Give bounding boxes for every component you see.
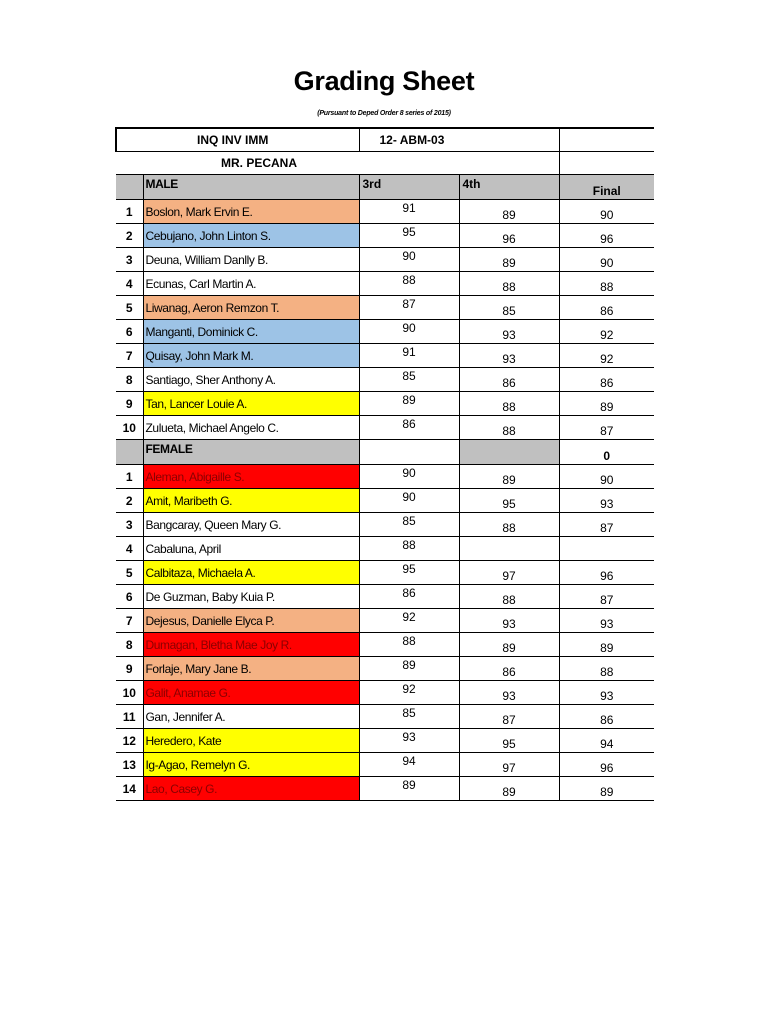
- student-name-cell[interactable]: Ig-Agao, Remelyn G.: [143, 753, 359, 777]
- row-number-cell[interactable]: 4: [116, 272, 143, 296]
- section-cell[interactable]: 12- ABM-03: [359, 128, 559, 152]
- row-number-cell[interactable]: 6: [116, 585, 143, 609]
- final-grade-cell[interactable]: 90: [559, 465, 654, 489]
- table-row: [116, 224, 654, 248]
- table-row: [116, 416, 654, 440]
- q3-grade-cell[interactable]: 90: [359, 489, 459, 513]
- table-row: [116, 705, 654, 729]
- row-number-cell[interactable]: 2: [116, 224, 143, 248]
- blank-teacher-cell[interactable]: [559, 152, 654, 175]
- final-grade-cell[interactable]: 90: [559, 200, 654, 224]
- table-row: [116, 513, 654, 537]
- q4-grade-cell[interactable]: 88: [459, 272, 559, 296]
- final-grade-cell[interactable]: 87: [559, 513, 654, 537]
- student-name-cell[interactable]: Dumagan, Bletha Mae Joy R.: [143, 633, 359, 657]
- row-number-cell[interactable]: 5: [116, 296, 143, 320]
- q3-grade-cell[interactable]: 95: [359, 561, 459, 585]
- table-row: [116, 609, 654, 633]
- page-title: Grading Sheet: [293, 66, 475, 96]
- table-row: [116, 272, 654, 296]
- q4-grade-cell[interactable]: 93: [459, 320, 559, 344]
- q4-grade-cell[interactable]: 89: [459, 248, 559, 272]
- final-grade-cell[interactable]: 94: [559, 729, 654, 753]
- q4-grade-cell[interactable]: 93: [459, 344, 559, 368]
- grading-table: [115, 127, 654, 801]
- q4-grade-cell[interactable]: 89: [459, 633, 559, 657]
- row-number-cell[interactable]: 10: [116, 681, 143, 705]
- final-grade-cell[interactable]: 89: [559, 633, 654, 657]
- female-header-num-cell[interactable]: [116, 440, 143, 465]
- final-grade-cell[interactable]: 96: [559, 753, 654, 777]
- q4-header[interactable]: 4th: [459, 175, 559, 200]
- q4-grade-cell[interactable]: 89: [459, 777, 559, 801]
- q3-grade-cell[interactable]: 93: [359, 729, 459, 753]
- student-name-cell[interactable]: Aleman, Abigaille S.: [143, 465, 359, 489]
- student-name-cell[interactable]: De Guzman, Baby Kuia P.: [143, 585, 359, 609]
- q3-grade-cell[interactable]: 88: [359, 272, 459, 296]
- page-subtitle: (Pursuant to Deped Order 8 series of 2015): [317, 110, 451, 117]
- q4-grade-cell[interactable]: 87: [459, 705, 559, 729]
- student-name-cell[interactable]: Manganti, Dominick C.: [143, 320, 359, 344]
- q3-grade-cell[interactable]: 85: [359, 368, 459, 392]
- final-grade-cell[interactable]: 87: [559, 416, 654, 440]
- q3-grade-cell[interactable]: 85: [359, 513, 459, 537]
- student-name-cell[interactable]: Calbitaza, Michaela A.: [143, 561, 359, 585]
- table-row: [116, 344, 654, 368]
- q3-grade-cell[interactable]: 92: [359, 681, 459, 705]
- q3-grade-cell[interactable]: 88: [359, 633, 459, 657]
- final-grade-cell[interactable]: 93: [559, 489, 654, 513]
- student-name-cell[interactable]: Boslon, Mark Ervin E.: [143, 200, 359, 224]
- q3-grade-cell[interactable]: 94: [359, 753, 459, 777]
- student-name-cell[interactable]: Quisay, John Mark M.: [143, 344, 359, 368]
- female-q3-header-cell[interactable]: [359, 440, 459, 465]
- q4-grade-cell[interactable]: [459, 537, 559, 561]
- row-number-cell[interactable]: 3: [116, 513, 143, 537]
- row-number-cell[interactable]: 1: [116, 465, 143, 489]
- final-grade-cell[interactable]: 89: [559, 777, 654, 801]
- row-number-cell[interactable]: 14: [116, 777, 143, 801]
- final-grade-cell[interactable]: 86: [559, 705, 654, 729]
- q4-grade-cell[interactable]: 93: [459, 681, 559, 705]
- table-row: [116, 368, 654, 392]
- q3-grade-cell[interactable]: 86: [359, 585, 459, 609]
- row-number-cell[interactable]: 9: [116, 657, 143, 681]
- q3-grade-cell[interactable]: 90: [359, 465, 459, 489]
- female-final-placeholder[interactable]: 0: [559, 440, 654, 465]
- blank-header-cell[interactable]: [559, 128, 654, 152]
- row-number-cell[interactable]: 9: [116, 392, 143, 416]
- final-grade-cell[interactable]: 88: [559, 272, 654, 296]
- row-number-cell[interactable]: 13: [116, 753, 143, 777]
- q4-grade-cell[interactable]: 93: [459, 609, 559, 633]
- female-header-row: [116, 440, 654, 465]
- q4-grade-cell[interactable]: 89: [459, 200, 559, 224]
- table-row: [116, 465, 654, 489]
- student-name-cell[interactable]: Deuna, William Danlly B.: [143, 248, 359, 272]
- q4-grade-cell[interactable]: 97: [459, 753, 559, 777]
- final-grade-cell[interactable]: 93: [559, 609, 654, 633]
- student-name-cell[interactable]: Heredero, Kate: [143, 729, 359, 753]
- final-grade-cell[interactable]: 96: [559, 561, 654, 585]
- q3-grade-cell[interactable]: 89: [359, 777, 459, 801]
- q3-header[interactable]: 3rd: [359, 175, 459, 200]
- student-name-cell[interactable]: Zulueta, Michael Angelo C.: [143, 416, 359, 440]
- q3-grade-cell[interactable]: 86: [359, 416, 459, 440]
- teacher-cell[interactable]: MR. PECANA: [116, 152, 559, 175]
- table-row: [116, 296, 654, 320]
- student-name-cell[interactable]: Cabaluna, April: [143, 537, 359, 561]
- row-number-cell[interactable]: 11: [116, 705, 143, 729]
- female-q4-header-cell[interactable]: [459, 440, 559, 465]
- male-header-num-cell[interactable]: [116, 175, 143, 200]
- q4-grade-cell[interactable]: 96: [459, 224, 559, 248]
- q4-grade-cell[interactable]: 97: [459, 561, 559, 585]
- student-name-cell[interactable]: Amit, Maribeth G.: [143, 489, 359, 513]
- q4-grade-cell[interactable]: 86: [459, 368, 559, 392]
- row-number-cell[interactable]: 3: [116, 248, 143, 272]
- male-label[interactable]: MALE: [143, 175, 359, 200]
- final-grade-cell[interactable]: 88: [559, 657, 654, 681]
- q4-grade-cell[interactable]: 95: [459, 729, 559, 753]
- table-row: [116, 753, 654, 777]
- q3-grade-cell[interactable]: 87: [359, 296, 459, 320]
- male-header-row: [116, 175, 654, 200]
- student-name-cell[interactable]: Bangcaray, Queen Mary G.: [143, 513, 359, 537]
- female-label[interactable]: FEMALE: [143, 440, 359, 465]
- final-grade-cell[interactable]: 92: [559, 320, 654, 344]
- student-name-cell[interactable]: Cebujano, John Linton S.: [143, 224, 359, 248]
- row-number-cell[interactable]: 10: [116, 416, 143, 440]
- q4-grade-cell[interactable]: 88: [459, 416, 559, 440]
- final-grade-cell[interactable]: 86: [559, 368, 654, 392]
- q3-grade-cell[interactable]: 90: [359, 248, 459, 272]
- q3-grade-cell[interactable]: 89: [359, 392, 459, 416]
- table-row: [116, 681, 654, 705]
- table-row: [116, 392, 654, 416]
- header-row-subject: [116, 128, 654, 152]
- row-number-cell[interactable]: 4: [116, 537, 143, 561]
- row-number-cell[interactable]: 7: [116, 609, 143, 633]
- table-row: [116, 729, 654, 753]
- q3-grade-cell[interactable]: 88: [359, 537, 459, 561]
- q3-grade-cell[interactable]: 95: [359, 224, 459, 248]
- q4-grade-cell[interactable]: 88: [459, 513, 559, 537]
- row-number-cell[interactable]: 2: [116, 489, 143, 513]
- final-grade-cell[interactable]: [559, 537, 654, 561]
- subject-cell[interactable]: INQ INV IMM: [116, 128, 359, 152]
- final-grade-cell[interactable]: 92: [559, 344, 654, 368]
- q4-grade-cell[interactable]: 86: [459, 657, 559, 681]
- student-name-cell[interactable]: Ecunas, Carl Martin A.: [143, 272, 359, 296]
- row-number-cell[interactable]: 1: [116, 200, 143, 224]
- q3-grade-cell[interactable]: 85: [359, 705, 459, 729]
- q4-grade-cell[interactable]: 95: [459, 489, 559, 513]
- q4-grade-cell[interactable]: 85: [459, 296, 559, 320]
- final-grade-cell[interactable]: 86: [559, 296, 654, 320]
- student-name-cell[interactable]: Santiago, Sher Anthony A.: [143, 368, 359, 392]
- table-row: [116, 777, 654, 801]
- student-name-cell[interactable]: Tan, Lancer Louie A.: [143, 392, 359, 416]
- final-grade-cell[interactable]: 96: [559, 224, 654, 248]
- student-name-cell[interactable]: Galit, Anamae G.: [143, 681, 359, 705]
- student-name-cell[interactable]: Forlaje, Mary Jane B.: [143, 657, 359, 681]
- row-number-cell[interactable]: 7: [116, 344, 143, 368]
- row-number-cell[interactable]: 6: [116, 320, 143, 344]
- row-number-cell[interactable]: 8: [116, 368, 143, 392]
- student-name-cell[interactable]: Gan, Jennifer A.: [143, 705, 359, 729]
- final-grade-cell[interactable]: 90: [559, 248, 654, 272]
- table-row: [116, 248, 654, 272]
- q3-grade-cell[interactable]: 89: [359, 657, 459, 681]
- final-header[interactable]: Final: [559, 175, 654, 200]
- q3-grade-cell[interactable]: 91: [359, 344, 459, 368]
- q3-grade-cell[interactable]: 90: [359, 320, 459, 344]
- table-row: [116, 561, 654, 585]
- q4-grade-cell[interactable]: 88: [459, 392, 559, 416]
- final-grade-cell[interactable]: 87: [559, 585, 654, 609]
- header-row-teacher: [116, 152, 654, 175]
- student-name-cell[interactable]: Lao, Casey G.: [143, 777, 359, 801]
- row-number-cell[interactable]: 12: [116, 729, 143, 753]
- final-grade-cell[interactable]: 93: [559, 681, 654, 705]
- q3-grade-cell[interactable]: 92: [359, 609, 459, 633]
- q4-grade-cell[interactable]: 88: [459, 585, 559, 609]
- row-number-cell[interactable]: 5: [116, 561, 143, 585]
- student-name-cell[interactable]: Dejesus, Danielle Elyca P.: [143, 609, 359, 633]
- row-number-cell[interactable]: 8: [116, 633, 143, 657]
- table-row: [116, 633, 654, 657]
- q3-grade-cell[interactable]: 91: [359, 200, 459, 224]
- table-row: [116, 537, 654, 561]
- table-row: [116, 585, 654, 609]
- table-row: [116, 489, 654, 513]
- final-grade-cell[interactable]: 89: [559, 392, 654, 416]
- q4-grade-cell[interactable]: 89: [459, 465, 559, 489]
- table-row: [116, 200, 654, 224]
- table-row: [116, 657, 654, 681]
- student-name-cell[interactable]: Liwanag, Aeron Remzon T.: [143, 296, 359, 320]
- table-row: [116, 320, 654, 344]
